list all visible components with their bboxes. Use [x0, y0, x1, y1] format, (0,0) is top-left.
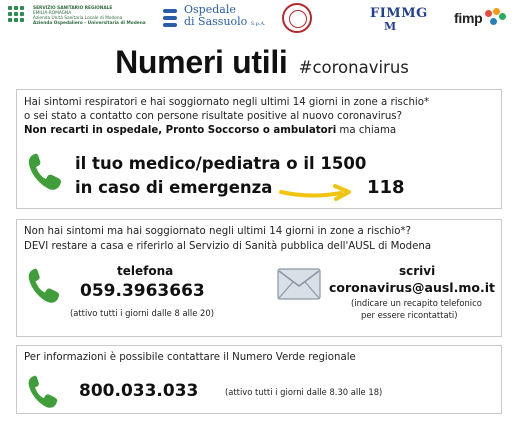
- numero-verde-hours: (attivo tutti i giorni dalle 8.30 alle 18): [225, 387, 383, 397]
- ssr-emblem-icon: [8, 6, 30, 28]
- ospedale-suffix: S.p.A.: [250, 21, 266, 27]
- panel1-call: ma chiama: [336, 125, 397, 136]
- phone-icon: [27, 373, 59, 411]
- write-label: scrivi: [399, 264, 436, 278]
- email-note-line2: per essere ricontattati): [361, 310, 458, 320]
- call-doctor-line: il tuo medico/pediatra o il 1500: [75, 154, 367, 173]
- ssr-logo: [8, 6, 146, 28]
- panel1-line3: [24, 124, 396, 138]
- ospedale-emblem-icon: [160, 4, 180, 30]
- ospedale-name1: Ospedale: [184, 3, 236, 16]
- hashtag: #coronavirus: [298, 58, 409, 77]
- arrow-right-icon: [279, 182, 359, 202]
- phone-icon: [27, 266, 61, 306]
- quarantine-panel: [16, 219, 502, 337]
- fimmg-m: M: [384, 20, 397, 33]
- emergency-number: 118: [367, 177, 405, 198]
- panel1-warning: Non recarti in ospedale, Pronto Soccorso o ambulatori: [24, 125, 337, 136]
- phone-icon: [27, 152, 63, 192]
- fimp-logo: [454, 8, 507, 28]
- page-title: Numeri utili: [115, 44, 288, 80]
- email-note-line1: (indicare un recapito telefonico: [351, 298, 482, 308]
- fimmg-text: FIMMG: [370, 6, 428, 21]
- panel3-line1: Per informazioni è possibile contattare il Numero Verde regionale: [24, 352, 356, 363]
- ospedale-logo: [160, 4, 266, 30]
- fimp-emblem-icon: [485, 8, 507, 28]
- panel1-line2: o sei stato a contatto con persone risultate positive al nuovo coronavirus?: [24, 111, 403, 122]
- ssr-line4: Azienda Ospedaliero - Universitaria di Modena: [33, 21, 146, 26]
- symptoms-panel: [16, 89, 502, 209]
- phone-label: telefona: [117, 264, 174, 278]
- fimmg-logo: [370, 6, 428, 33]
- numero-verde[interactable]: 800.033.033: [79, 381, 199, 401]
- panel1-line1: Hai sintomi respiratori e hai soggiornato negli ultimi 14 giorni in zone a rischio*: [24, 97, 430, 108]
- info-panel: [16, 345, 502, 414]
- logo-bar: [0, 0, 524, 44]
- envelope-icon: [277, 268, 321, 300]
- ssr-line1: SERVIZIO SANITARIO REGIONALE: [33, 6, 113, 11]
- ausl-email[interactable]: coronavirus@ausl.mo.it: [329, 280, 495, 295]
- panel2-line1: Non hai sintomi ma hai soggiornato negli ultimi 14 giorni in zone a rischio*?: [24, 226, 411, 237]
- ssr-line3: Azienda Unità Sanitaria Locale di Modena: [33, 16, 123, 21]
- ssr-line2: EMILIA-ROMAGNA: [33, 11, 72, 16]
- emergency-line: in caso di emergenza: [75, 178, 273, 197]
- university-seal-icon: [282, 3, 312, 33]
- ausl-phone-hours: (attivo tutti i giorni dalle 8 alle 20): [70, 308, 214, 318]
- ospedale-name2: di Sassuolo: [184, 15, 248, 28]
- page-title-row: [0, 44, 524, 81]
- ausl-phone-number[interactable]: 059.3963663: [80, 281, 205, 301]
- panel2-line2: DEVI restare a casa e riferirlo al Servizio di Sanità pubblica dell'AUSL di Modena: [24, 241, 432, 252]
- fimp-text: fimp: [454, 10, 483, 26]
